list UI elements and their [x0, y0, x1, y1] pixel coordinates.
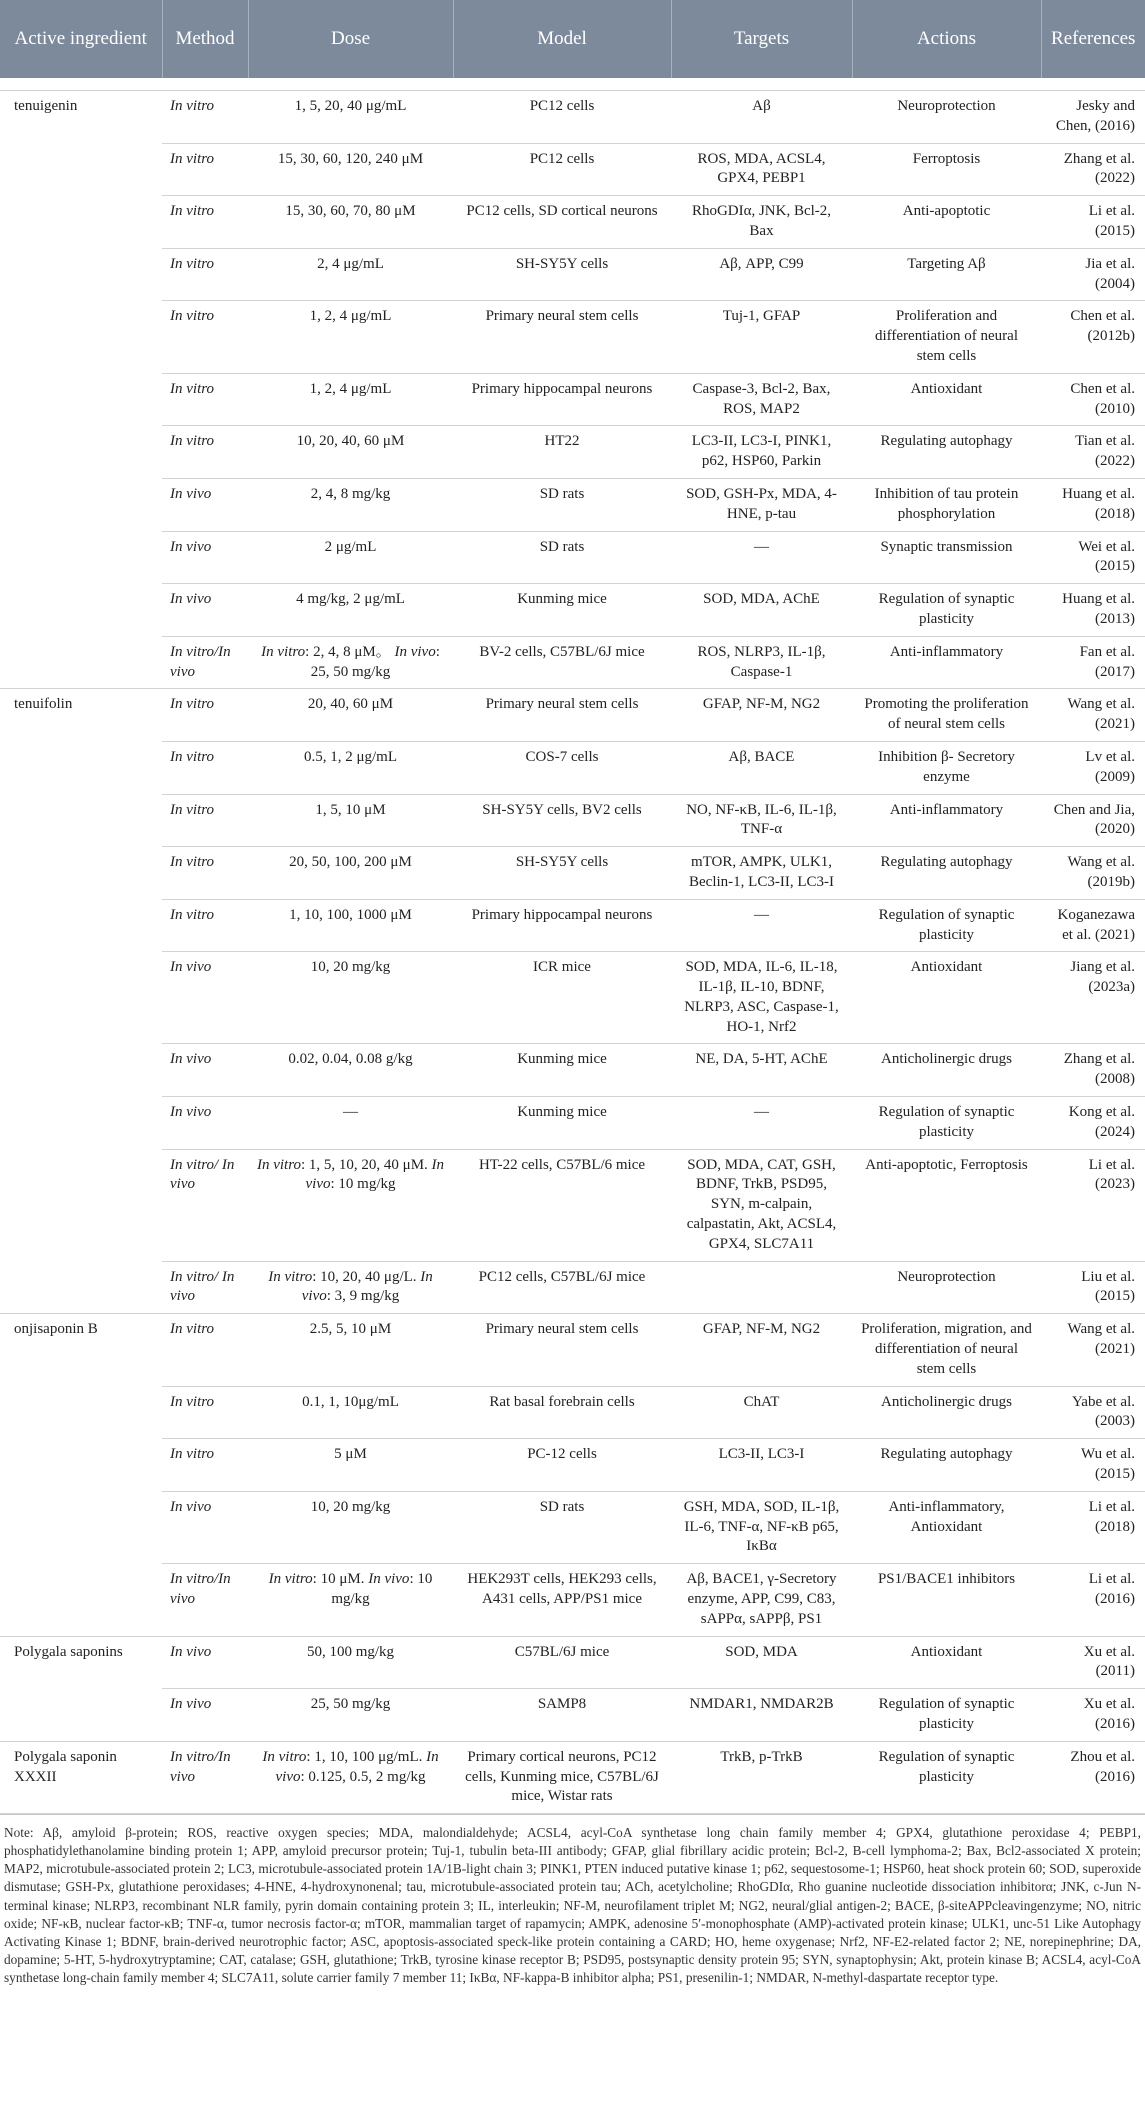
model-cell: C57BL/6J mice	[453, 1636, 671, 1689]
dose-cell: 1, 5, 10 μM	[248, 794, 453, 847]
reference-cell: Kong et al. (2024)	[1041, 1097, 1145, 1150]
dose-cell: 20, 40, 60 μM	[248, 689, 453, 742]
actions-cell: Antioxidant	[852, 952, 1041, 1044]
header-actions: Actions	[852, 0, 1041, 78]
dose-method-label: In vivo	[368, 1571, 410, 1588]
actions-cell: Ferroptosis	[852, 143, 1041, 196]
targets-cell: Aβ, BACE1, γ-Secretory enzyme, APP, C99, C83, sAPPα, sAPPβ, PS1	[671, 1564, 852, 1636]
method-cell: In vivo	[162, 531, 248, 584]
reference-cell: Jia et al. (2004)	[1041, 248, 1145, 301]
method-cell: In vitro	[162, 373, 248, 426]
table-row	[0, 1439, 1145, 1492]
model-cell: SAMP8	[453, 1689, 671, 1742]
header-targets: Targets	[671, 0, 852, 78]
method-cell: In vitro/ In vivo	[162, 1149, 248, 1261]
dose-method-label: In vitro	[268, 1268, 313, 1285]
model-cell: BV-2 cells, C57BL/6J mice	[453, 636, 671, 689]
targets-cell: —	[671, 899, 852, 952]
model-cell: PC12 cells	[453, 143, 671, 196]
reference-cell: Li et al. (2016)	[1041, 1564, 1145, 1636]
method-cell: In vivo	[162, 1044, 248, 1097]
actions-cell: Regulation of synaptic plasticity	[852, 1097, 1041, 1150]
reference-cell: Huang et al. (2013)	[1041, 584, 1145, 637]
table-row	[0, 847, 1145, 900]
table-row	[0, 1044, 1145, 1097]
reference-cell: Wang et al. (2021)	[1041, 689, 1145, 742]
reference-cell: Wang et al. (2021)	[1041, 1314, 1145, 1386]
method-cell: In vitro	[162, 143, 248, 196]
method-cell: In vivo	[162, 1097, 248, 1150]
dose-value: : 10 mg/kg	[330, 1176, 396, 1193]
dose-cell: 5 μM	[248, 1439, 453, 1492]
actions-cell: Antioxidant	[852, 1636, 1041, 1689]
targets-cell: —	[671, 1097, 852, 1150]
method-cell: In vitro	[162, 847, 248, 900]
actions-cell: Regulation of synaptic plasticity	[852, 899, 1041, 952]
targets-cell: SOD, MDA	[671, 1636, 852, 1689]
header-dose: Dose	[248, 0, 453, 78]
targets-cell: LC3-II, LC3-I, PINK1, p62, HSP60, Parkin	[671, 426, 852, 479]
table-row	[0, 794, 1145, 847]
model-cell: HT-22 cells, C57BL/6 mice	[453, 1149, 671, 1261]
model-cell: COS-7 cells	[453, 741, 671, 794]
dose-cell: 0.1, 1, 10μg/mL	[248, 1386, 453, 1439]
header-row	[0, 0, 1145, 78]
dose-cell: 15, 30, 60, 120, 240 μM	[248, 143, 453, 196]
dose-cell: 4 mg/kg, 2 μg/mL	[248, 584, 453, 637]
reference-cell: Li et al. (2023)	[1041, 1149, 1145, 1261]
table-row	[0, 1636, 1145, 1689]
model-cell: PC12 cells, C57BL/6J mice	[453, 1261, 671, 1314]
model-cell: Kunming mice	[453, 1044, 671, 1097]
active-ingredient-cell: Polygala saponin XXXII	[0, 1741, 162, 1813]
method-cell: In vitro	[162, 1386, 248, 1439]
model-cell: SD rats	[453, 531, 671, 584]
active-ingredient-cell: Polygala saponins	[0, 1636, 162, 1741]
active-ingredient-cell: tenuifolin	[0, 689, 162, 1314]
method-cell: In vitro	[162, 248, 248, 301]
reference-cell: Zhang et al. (2022)	[1041, 143, 1145, 196]
dose-cell: 25, 50 mg/kg	[248, 1689, 453, 1742]
reference-cell: Tian et al. (2022)	[1041, 426, 1145, 479]
dose-cell	[248, 1149, 453, 1261]
actions-cell: Regulating autophagy	[852, 847, 1041, 900]
dose-cell: —	[248, 1097, 453, 1150]
method-cell: In vivo	[162, 1689, 248, 1742]
model-cell: SH-SY5Y cells	[453, 847, 671, 900]
method-cell: In vitro	[162, 196, 248, 249]
table-row	[0, 952, 1145, 1044]
table-row	[0, 196, 1145, 249]
table-row	[0, 1741, 1145, 1813]
table-row	[0, 1689, 1145, 1742]
method-cell: In vitro/In vivo	[162, 1564, 248, 1636]
table-row	[0, 1491, 1145, 1563]
actions-cell: Anticholinergic drugs	[852, 1044, 1041, 1097]
reference-cell: Li et al. (2015)	[1041, 196, 1145, 249]
targets-cell: SOD, GSH-Px, MDA, 4-HNE, p-tau	[671, 478, 852, 531]
dose-method-label: In vitro	[262, 1748, 307, 1765]
method-cell: In vitro	[162, 1314, 248, 1386]
dose-cell: 1, 2, 4 μg/mL	[248, 301, 453, 373]
dose-cell: 10, 20 mg/kg	[248, 1491, 453, 1563]
method-cell: In vitro	[162, 1439, 248, 1492]
dose-cell: 10, 20, 40, 60 μM	[248, 426, 453, 479]
model-cell: Primary hippocampal neurons	[453, 373, 671, 426]
targets-cell: SOD, MDA, AChE	[671, 584, 852, 637]
targets-cell: Aβ, BACE	[671, 741, 852, 794]
model-cell: PC-12 cells	[453, 1439, 671, 1492]
active-ingredient-cell: onjisaponin B	[0, 1314, 162, 1636]
dose-method-label: In vivo	[301, 1268, 433, 1305]
targets-cell: LC3-II, LC3-I	[671, 1439, 852, 1492]
dose-cell: 2 μg/mL	[248, 531, 453, 584]
actions-cell: Regulation of synaptic plasticity	[852, 1689, 1041, 1742]
dose-method-label: In vitro	[268, 1571, 313, 1588]
reference-cell: Yabe et al. (2003)	[1041, 1386, 1145, 1439]
model-cell: PC12 cells, SD cortical neurons	[453, 196, 671, 249]
method-cell: In vitro/ In vivo	[162, 1261, 248, 1314]
actions-cell: Anti-inflammatory, Antioxidant	[852, 1491, 1041, 1563]
dose-value: : 1, 5, 10, 20, 40 μM.	[300, 1156, 428, 1173]
dose-method-label: In vitro	[256, 1156, 301, 1173]
actions-cell: Regulating autophagy	[852, 1439, 1041, 1492]
actions-cell: Inhibition β- Secretory enzyme	[852, 741, 1041, 794]
dose-cell	[248, 636, 453, 689]
dose-cell: 20, 50, 100, 200 μM	[248, 847, 453, 900]
table-footnote: Note: Aβ, amyloid β-protein; ROS, reactive oxygen species; MDA, malondialdehyde; ACSL4, acyl-CoA synthetase long chain family member 4; GPX4, glutathione peroxidase 4; PEBP1, phosphatidylethanolamine binding protein 1; APP, amyloid precursor protein; Tuj-1, tubulin beta-III antibody; GFAP, glial fibrillary acidic protein; Bcl-2, B-cell lymphoma-2; Bax, Bcl2-associated X protein; MAP2, microtubule-associated protein 2; LC3, microtubule-associated protein 1A/1B-light chain 3; PINK1, PTEN induced putative kinase 1; p62, sequestosome-1; HSP60, heat shock protein 60; SOD, superoxide dismutase; GSH-Px, glutathione peroxidases; 4-HNE, 4-hydroxynonenal; tau, microtubule-associated protein tau; ACh, acetylcholine; RhoGDIα, Rho guanine nucleotide dissociation inhibitorα; JNK, c-Jun N-terminal kinase; NLRP3, recombinant NLR family, pyrin domain containing protein 3; IL, interleukin; NF-M, neurofilament triplet M; NG2, neural/glial antigen-2; BACE, β-siteAPPcleavingenzyme; NO, nitric oxide; NF-κB, nuclear factor-κB; TNF-α, tumor necrosis factor-α; mTOR, mammalian target of rapamycin; AMPK, adenosine 5′-monophosphate (AMP)-activated protein kinase; ULK1, unc-51 Like Autophagy Activating Kinase 1; BDNF, brain-derived neurotrophic factor; ASC, apoptosis-associated speck-like protein containing a CARD; HO, heme oxygenase; Nrf2, NF-E2-related factor 2; NE, norepinephrine; DA, dopamine; 5-HT, 5-hydroxytryptamine; CAT, catalase; GSH, glutathione; TrkB, tyrosine kinase receptor B; PSD95, postsynaptic density protein 95; SYN, synaptophysin; Akt, protein kinase B; ACSL4, acyl-CoA synthetase long-chain family member 4; SLC7A11, solute carrier family 7 member 11; IκBα, NF-kappa-B inhibitor alpha; PS1, presenilin-1; NMDAR, N-methyl-daspartate receptor type.	[4, 1825, 1141, 1985]
model-cell: HT22	[453, 426, 671, 479]
targets-cell: NO, NF-κB, IL-6, IL-1β, TNF-α	[671, 794, 852, 847]
reference-cell: Wu et al. (2015)	[1041, 1439, 1145, 1492]
method-cell: In vitro	[162, 426, 248, 479]
dose-cell	[248, 1261, 453, 1314]
reference-cell: Jiang et al. (2023a)	[1041, 952, 1145, 1044]
table-row	[0, 531, 1145, 584]
model-cell: HEK293T cells, HEK293 cells, A431 cells, APP/PS1 mice	[453, 1564, 671, 1636]
header-model: Model	[453, 0, 671, 78]
table-row	[0, 1097, 1145, 1150]
actions-cell: Anti-apoptotic	[852, 196, 1041, 249]
targets-cell: Aβ	[671, 91, 852, 144]
actions-cell: Anti-inflammatory	[852, 794, 1041, 847]
actions-cell: Anti-apoptotic, Ferroptosis	[852, 1149, 1041, 1261]
actions-cell: Proliferation and differentiation of neural stem cells	[852, 301, 1041, 373]
table-row	[0, 584, 1145, 637]
targets-cell: SOD, MDA, IL-6, IL-18, IL-1β, IL-10, BDNF, NLRP3, ASC, Caspase-1, HO-1, Nrf2	[671, 952, 852, 1044]
table-row	[0, 741, 1145, 794]
method-cell: In vitro/In vivo	[162, 636, 248, 689]
spacer-cell	[0, 78, 1145, 91]
dose-cell: 0.02, 0.04, 0.08 g/kg	[248, 1044, 453, 1097]
dose-cell: 15, 30, 60, 70, 80 μM	[248, 196, 453, 249]
reference-cell: Fan et al. (2017)	[1041, 636, 1145, 689]
targets-cell: ROS, NLRP3, IL-1β, Caspase-1	[671, 636, 852, 689]
dose-cell: 1, 5, 20, 40 μg/mL	[248, 91, 453, 144]
method-cell: In vitro	[162, 794, 248, 847]
table-row	[0, 426, 1145, 479]
reference-cell: Chen et al. (2010)	[1041, 373, 1145, 426]
actions-cell: Regulation of synaptic plasticity	[852, 1741, 1041, 1813]
table-row	[0, 636, 1145, 689]
dose-method-label: In vivo	[275, 1748, 439, 1785]
method-cell: In vitro	[162, 301, 248, 373]
table-row	[0, 1386, 1145, 1439]
dose-value: : 10 mg/kg	[331, 1571, 433, 1608]
header-method: Method	[162, 0, 248, 78]
reference-cell: Wang et al. (2019b)	[1041, 847, 1145, 900]
dose-value: : 10, 20, 40 μg/L.	[312, 1268, 417, 1285]
dose-method-label: In vivo	[394, 643, 436, 660]
targets-cell: GSH, MDA, SOD, IL-1β, IL-6, TNF-α, NF-κB p65, IκBα	[671, 1491, 852, 1563]
reference-cell: Xu et al. (2011)	[1041, 1636, 1145, 1689]
dose-value: : 3, 9 mg/kg	[326, 1288, 400, 1305]
model-cell: Kunming mice	[453, 1097, 671, 1150]
dose-value: : 0.125, 0.5, 2 mg/kg	[300, 1768, 426, 1785]
header-references: References	[1041, 0, 1145, 78]
dose-cell: 2, 4, 8 mg/kg	[248, 478, 453, 531]
model-cell: SD rats	[453, 1491, 671, 1563]
actions-cell: Inhibition of tau protein phosphorylation	[852, 478, 1041, 531]
actions-cell: Proliferation, migration, and differentiation of neural stem cells	[852, 1314, 1041, 1386]
targets-cell	[671, 1261, 852, 1314]
actions-cell: Regulating autophagy	[852, 426, 1041, 479]
actions-cell: Regulation of synaptic plasticity	[852, 584, 1041, 637]
targets-cell: Caspase-3, Bcl-2, Bax, ROS, MAP2	[671, 373, 852, 426]
table-row	[0, 91, 1145, 144]
targets-cell: Tuj-1, GFAP	[671, 301, 852, 373]
model-cell: SH-SY5Y cells	[453, 248, 671, 301]
dose-cell: 1, 10, 100, 1000 μM	[248, 899, 453, 952]
model-cell: SH-SY5Y cells, BV2 cells	[453, 794, 671, 847]
actions-cell: Targeting Aβ	[852, 248, 1041, 301]
reference-cell: Li et al. (2018)	[1041, 1491, 1145, 1563]
targets-cell: mTOR, AMPK, ULK1, Beclin-1, LC3-II, LC3-I	[671, 847, 852, 900]
model-cell: SD rats	[453, 478, 671, 531]
model-cell: Primary hippocampal neurons	[453, 899, 671, 952]
method-cell: In vivo	[162, 478, 248, 531]
method-cell: In vitro	[162, 91, 248, 144]
dose-value: : 1, 10, 100 μg/mL.	[306, 1748, 427, 1765]
reference-cell: Xu et al. (2016)	[1041, 1689, 1145, 1742]
model-cell: Primary neural stem cells	[453, 1314, 671, 1386]
method-cell: In vitro/In vivo	[162, 1741, 248, 1813]
dose-method-label: In vivo	[305, 1156, 445, 1193]
targets-cell: TrkB, p-TrkB	[671, 1741, 852, 1813]
actions-cell: Neuroprotection	[852, 91, 1041, 144]
reference-cell: Chen et al. (2012b)	[1041, 301, 1145, 373]
dose-value: : 25, 50 mg/kg	[310, 643, 440, 680]
targets-cell: ChAT	[671, 1386, 852, 1439]
table-header	[0, 0, 1145, 78]
model-cell: Kunming mice	[453, 584, 671, 637]
targets-cell: SOD, MDA, CAT, GSH, BDNF, TrkB, PSD95, SYN, m-calpain, calpastatin, Akt, ACSL4, GPX4, SLC7A11	[671, 1149, 852, 1261]
model-cell: Rat basal forebrain cells	[453, 1386, 671, 1439]
reference-cell: Zhang et al. (2008)	[1041, 1044, 1145, 1097]
table-row	[0, 373, 1145, 426]
table-row	[0, 478, 1145, 531]
targets-cell: RhoGDIα, JNK, Bcl-2, Bax	[671, 196, 852, 249]
table-body	[0, 78, 1145, 1814]
targets-cell: ROS, MDA, ACSL4, GPX4, PEBP1	[671, 143, 852, 196]
table-row	[0, 1261, 1145, 1314]
table-row	[0, 1149, 1145, 1261]
active-ingredient-cell: tenuigenin	[0, 91, 162, 689]
spacer-row	[0, 78, 1145, 91]
method-cell: In vivo	[162, 952, 248, 1044]
reference-cell: Liu et al. (2015)	[1041, 1261, 1145, 1314]
dose-cell: 2, 4 μg/mL	[248, 248, 453, 301]
dose-cell: 1, 2, 4 μg/mL	[248, 373, 453, 426]
actions-cell: Promoting the proliferation of neural stem cells	[852, 689, 1041, 742]
reference-cell: Lv et al. (2009)	[1041, 741, 1145, 794]
targets-cell: Aβ, APP, C99	[671, 248, 852, 301]
targets-cell: GFAP, NF-M, NG2	[671, 689, 852, 742]
model-cell: ICR mice	[453, 952, 671, 1044]
reference-cell: Zhou et al. (2016)	[1041, 1741, 1145, 1813]
dose-value: : 2, 4, 8 μM。	[305, 643, 391, 660]
dose-cell	[248, 1564, 453, 1636]
reference-cell: Wei et al. (2015)	[1041, 531, 1145, 584]
reference-cell: Koganezawa et al. (2021)	[1041, 899, 1145, 952]
model-cell: PC12 cells	[453, 91, 671, 144]
table-row	[0, 899, 1145, 952]
model-cell: Primary neural stem cells	[453, 689, 671, 742]
table-row	[0, 1314, 1145, 1386]
table-row	[0, 301, 1145, 373]
reference-cell: Huang et al. (2018)	[1041, 478, 1145, 531]
actions-cell: PS1/BACE1 inhibitors	[852, 1564, 1041, 1636]
dose-cell: 2.5, 5, 10 μM	[248, 1314, 453, 1386]
actions-cell: Neuroprotection	[852, 1261, 1041, 1314]
header-active-ingredient: Active ingredient	[0, 0, 162, 78]
dose-method-label: In vitro	[261, 643, 306, 660]
table-row	[0, 248, 1145, 301]
reference-cell: Chen and Jia, (2020)	[1041, 794, 1145, 847]
reference-cell: Jesky and Chen, (2016)	[1041, 91, 1145, 144]
method-cell: In vivo	[162, 584, 248, 637]
table-row	[0, 689, 1145, 742]
method-cell: In vivo	[162, 1491, 248, 1563]
actions-cell: Synaptic transmission	[852, 531, 1041, 584]
targets-cell: NMDAR1, NMDAR2B	[671, 1689, 852, 1742]
dose-value: : 10 μM.	[312, 1571, 369, 1588]
method-cell: In vivo	[162, 1636, 248, 1689]
actions-cell: Anti-inflammatory	[852, 636, 1041, 689]
table-row	[0, 143, 1145, 196]
method-cell: In vitro	[162, 741, 248, 794]
method-cell: In vitro	[162, 689, 248, 742]
actions-cell: Antioxidant	[852, 373, 1041, 426]
targets-cell: —	[671, 531, 852, 584]
dose-cell: 0.5, 1, 2 μg/mL	[248, 741, 453, 794]
model-cell: Primary cortical neurons, PC12 cells, Kunming mice, C57BL/6J mice, Wistar rats	[453, 1741, 671, 1813]
dose-cell: 50, 100 mg/kg	[248, 1636, 453, 1689]
model-cell: Primary neural stem cells	[453, 301, 671, 373]
table-row	[0, 1564, 1145, 1636]
method-cell: In vitro	[162, 899, 248, 952]
actions-cell: Anticholinergic drugs	[852, 1386, 1041, 1439]
targets-cell: GFAP, NF-M, NG2	[671, 1314, 852, 1386]
targets-cell: NE, DA, 5-HT, AChE	[671, 1044, 852, 1097]
dose-cell	[248, 1741, 453, 1813]
dose-cell: 10, 20 mg/kg	[248, 952, 453, 1044]
